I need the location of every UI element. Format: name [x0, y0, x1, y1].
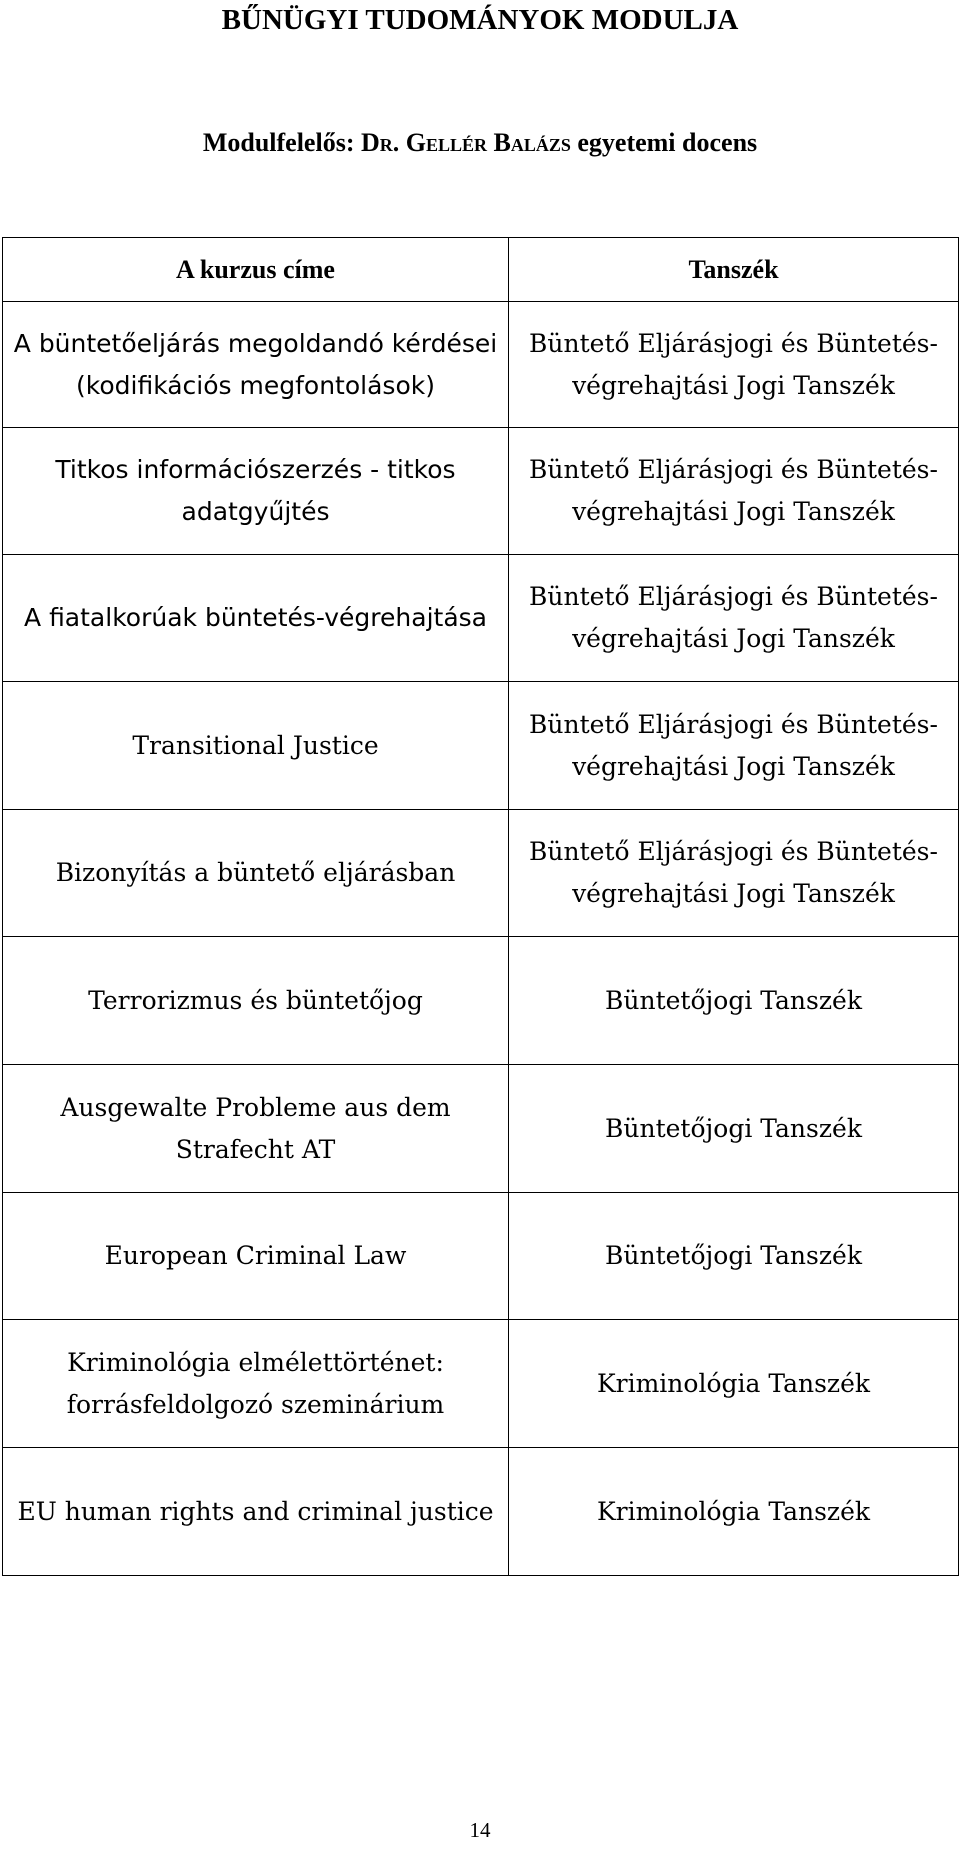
course-cell: Bizonyítás a büntető eljárásban — [3, 810, 509, 937]
table-row — [3, 428, 959, 555]
table-row — [3, 1193, 959, 1320]
department-cell: Büntető Eljárásjogi és Büntetés-végrehajtási Jogi Tanszék — [509, 682, 959, 810]
department-cell: Büntetőjogi Tanszék — [509, 937, 959, 1065]
department-cell: Büntető Eljárásjogi és Büntetés-végrehajtási Jogi Tanszék — [509, 555, 959, 682]
header-course-title: A kurzus címe — [3, 238, 509, 302]
header-department: Tanszék — [509, 238, 959, 302]
department-cell: Kriminológia Tanszék — [509, 1448, 959, 1576]
department-cell: Büntető Eljárásjogi és Büntetés-végrehajtási Jogi Tanszék — [509, 810, 959, 937]
module-responsible — [0, 126, 960, 160]
course-cell: Titkos információszerzés - titkos adatgyűjtés — [3, 428, 509, 555]
table-row — [3, 937, 959, 1065]
table-row — [3, 1065, 959, 1193]
course-cell: A büntetőeljárás megoldandó kérdései (kodifikációs megfontolások) — [3, 302, 509, 428]
course-table — [2, 237, 959, 1576]
department-cell: Kriminológia Tanszék — [509, 1320, 959, 1448]
department-cell: Büntetőjogi Tanszék — [509, 1065, 959, 1193]
course-cell: European Criminal Law — [3, 1193, 509, 1320]
table-row — [3, 1448, 959, 1576]
module-title: BŰNÜGYI TUDOMÁNYOK MODULJA — [221, 4, 739, 36]
table-row — [3, 682, 959, 810]
table-row — [3, 302, 959, 428]
course-cell: Transitional Justice — [3, 682, 509, 810]
page-number: 14 — [469, 1818, 491, 1842]
course-cell: Ausgewalte Probleme aus dem Strafecht AT — [3, 1065, 509, 1193]
table-row — [3, 810, 959, 937]
course-cell: Kriminológia elmélettörténet: forrásfeldolgozó szeminárium — [3, 1320, 509, 1448]
course-cell: EU human rights and criminal justice — [3, 1448, 509, 1576]
course-cell: A fiatalkorúak büntetés-végrehajtása — [3, 555, 509, 682]
responsible-prefix: Modulfelelős: — [202, 128, 361, 157]
course-cell: Terrorizmus és büntetőjog — [3, 937, 509, 1065]
responsible-name: Dr. Gellér Balázs — [360, 128, 571, 157]
department-cell: Büntetőjogi Tanszék — [509, 1193, 959, 1320]
table-header-row — [3, 238, 959, 302]
responsible-suffix: egyetemi docens — [570, 128, 758, 157]
department-cell: Büntető Eljárásjogi és Büntetés-végrehajtási Jogi Tanszék — [509, 428, 959, 555]
table-row — [3, 1320, 959, 1448]
table-row — [3, 555, 959, 682]
department-cell: Büntető Eljárásjogi és Büntetés-végrehajtási Jogi Tanszék — [509, 302, 959, 428]
